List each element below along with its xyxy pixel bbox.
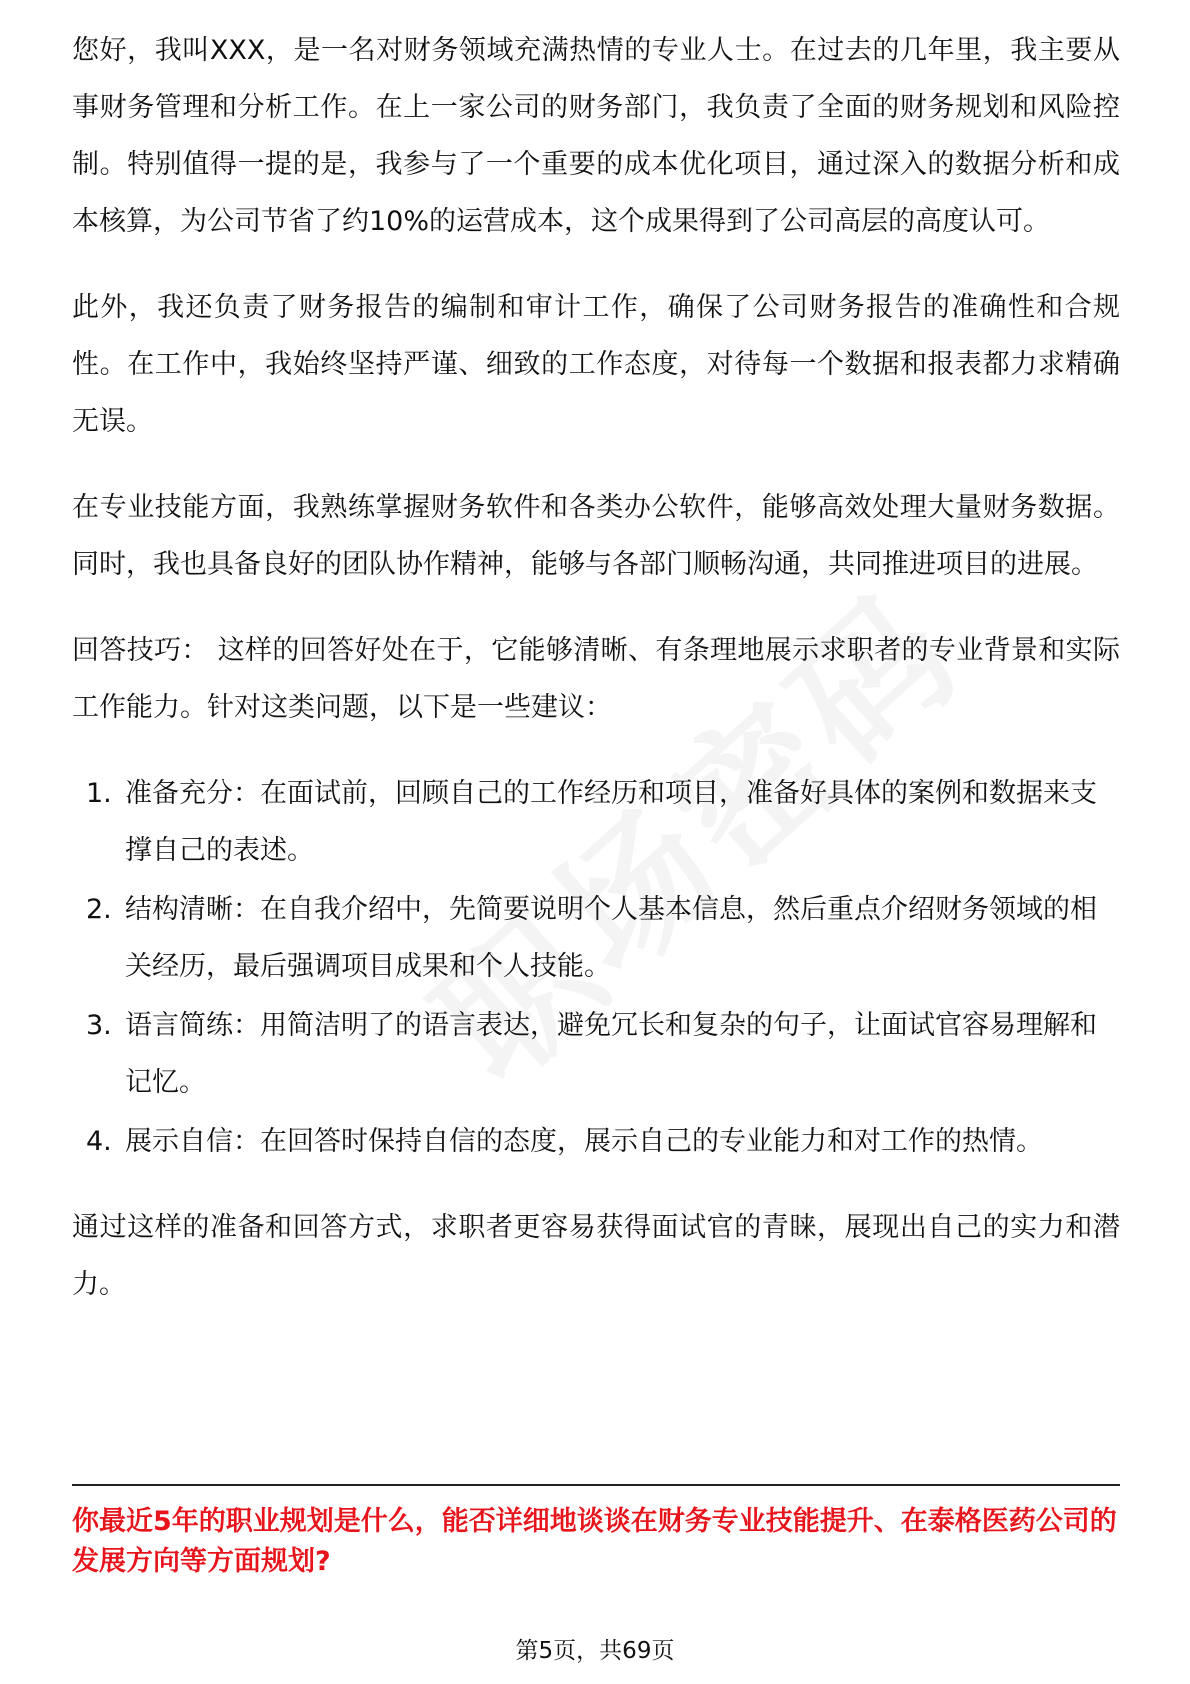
list-item-number: 4. — [86, 1126, 112, 1157]
list-item-text: 语言简练：用简洁明了的语言表达，避免冗长和复杂的句子，让面试官容易理解和记忆。 — [125, 1010, 1097, 1098]
list-item — [72, 881, 1120, 995]
tips-list — [72, 765, 1120, 1170]
page-footer: 第5页，共69页 — [515, 1638, 675, 1664]
list-item-text: 展示自信：在回答时保持自信的态度，展示自己的专业能力和对工作的热情。 — [125, 1126, 1043, 1157]
intro-paragraph: 您好，我叫XXX，是一名对财务领域充满热情的专业人士。在过去的几年里，我主要从事财务管理和分析工作。在上一家公司的财务部门，我负责了全面的财务规划和风险控制。特别值得一提的是，我参与了一个重要的成本优化项目，通过深入的数据分析和成本核算，为公司节省了约10%的运营成本，这个成果得到了公司高层的高度认可。 — [72, 35, 1120, 237]
list-item — [72, 1113, 1120, 1170]
list-item-text: 结构清晰：在自我介绍中，先简要说明个人基本信息，然后重点介绍财务领域的相关经历，最后强调项目成果和个人技能。 — [125, 894, 1097, 982]
skills-paragraph: 在专业技能方面，我熟练掌握财务软件和各类办公软件，能够高效处理大量财务数据。同时，我也具备良好的团队协作精神，能够与各部门顺畅沟通，共同推进项目的进展。 — [72, 492, 1120, 580]
answer-tips-paragraph: 回答技巧： 这样的回答好处在于，它能够清晰、有条理地展示求职者的专业背景和实际工作能力。针对这类问题，以下是一些建议： — [72, 635, 1120, 723]
list-item-number: 1. — [86, 778, 112, 809]
list-item-number: 3. — [86, 1010, 112, 1041]
list-item — [72, 997, 1120, 1111]
closing-paragraph: 通过这样的准备和回答方式，求职者更容易获得面试官的青睐，展现出自己的实力和潜力。 — [72, 1212, 1120, 1300]
section-divider — [72, 1484, 1120, 1486]
audit-paragraph: 此外，我还负责了财务报告的编制和审计工作，确保了公司财务报告的准确性和合规性。在工作中，我始终坚持严谨、细致的工作态度，对待每一个数据和报表都力求精确无误。 — [72, 292, 1120, 437]
list-item-text: 准备充分：在面试前，回顾自己的工作经历和项目，准备好具体的案例和数据来支撑自己的表述。 — [125, 778, 1097, 866]
page-content — [72, 22, 1120, 1342]
list-item-number: 2. — [86, 894, 112, 925]
list-item — [72, 765, 1120, 879]
next-question-heading: 你最近5年的职业规划是什么，能否详细地谈谈在财务专业技能提升、在泰格医药公司的发展方向等方面规划? — [72, 1506, 1117, 1577]
